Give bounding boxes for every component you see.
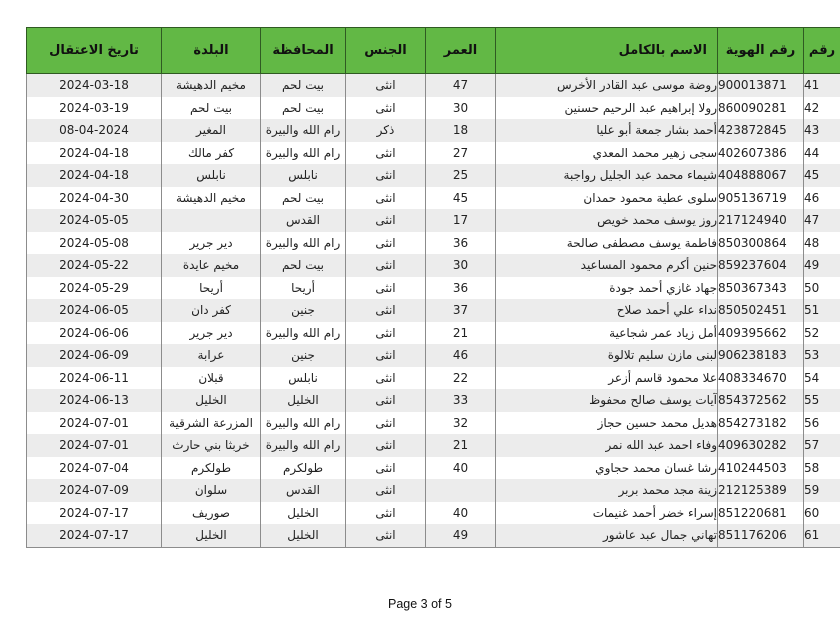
cell-id-number: 410244503 — [718, 457, 804, 480]
cell-arrest-date: 2024-05-05 — [27, 209, 162, 232]
cell-arrest-date: 2024-07-09 — [27, 479, 162, 502]
cell-full-name: وفاء احمد عبد الله نمر — [496, 434, 718, 457]
cell-town: مخيم عايدة — [162, 254, 261, 277]
cell-seq: 43 — [804, 119, 840, 142]
cell-id-number: 404888067 — [718, 164, 804, 187]
cell-id-number: 859237604 — [718, 254, 804, 277]
cell-governorate: رام الله والبيرة — [261, 412, 346, 435]
cell-town: قبلان — [162, 367, 261, 390]
cell-gender: انثى — [346, 322, 426, 345]
cell-gender: انثى — [346, 142, 426, 165]
cell-full-name: نداء علي أحمد صلاح — [496, 299, 718, 322]
cell-governorate: جنين — [261, 299, 346, 322]
cell-age — [426, 479, 496, 502]
cell-gender: انثى — [346, 502, 426, 525]
cell-age: 22 — [426, 367, 496, 390]
cell-full-name: فاطمة يوسف مصطفى صالحة — [496, 232, 718, 255]
table-row — [27, 479, 840, 502]
cell-age: 32 — [426, 412, 496, 435]
table-body — [27, 74, 840, 548]
cell-age: 40 — [426, 502, 496, 525]
cell-age: 18 — [426, 119, 496, 142]
cell-full-name: جهاد غازي أحمد جودة — [496, 277, 718, 300]
cell-age: 17 — [426, 209, 496, 232]
header-age: العمر — [426, 28, 496, 74]
table-row — [27, 277, 840, 300]
cell-governorate: رام الله والبيرة — [261, 119, 346, 142]
cell-seq: 59 — [804, 479, 840, 502]
cell-full-name: تهاني جمال عبد عاشور — [496, 524, 718, 547]
cell-full-name: شيماء محمد عبد الجليل رواجبة — [496, 164, 718, 187]
header-gender: الجنس — [346, 28, 426, 74]
header-arrest-date: تاريخ الاعتقال — [27, 28, 162, 74]
cell-id-number: 851176206 — [718, 524, 804, 547]
cell-arrest-date: 2024-04-18 — [27, 142, 162, 165]
table-row — [27, 97, 840, 120]
cell-seq: 48 — [804, 232, 840, 255]
cell-gender: انثى — [346, 524, 426, 547]
cell-governorate: الخليل — [261, 502, 346, 525]
cell-seq: 56 — [804, 412, 840, 435]
table-row — [27, 412, 840, 435]
cell-seq: 57 — [804, 434, 840, 457]
cell-arrest-date: 2024-06-09 — [27, 344, 162, 367]
cell-governorate: القدس — [261, 209, 346, 232]
cell-seq: 45 — [804, 164, 840, 187]
detainees-table — [26, 27, 840, 548]
cell-governorate: القدس — [261, 479, 346, 502]
table-row — [27, 322, 840, 345]
cell-seq: 53 — [804, 344, 840, 367]
cell-full-name: رشا غسان محمد حجاوي — [496, 457, 718, 480]
cell-town: سلوان — [162, 479, 261, 502]
table-row — [27, 367, 840, 390]
cell-arrest-date: 2024-03-18 — [27, 74, 162, 97]
cell-arrest-date: 2024-06-11 — [27, 367, 162, 390]
cell-governorate: رام الله والبيرة — [261, 232, 346, 255]
cell-id-number: 850300864 — [718, 232, 804, 255]
cell-arrest-date: 2024-04-18 — [27, 164, 162, 187]
table-row — [27, 74, 840, 97]
cell-age: 25 — [426, 164, 496, 187]
cell-id-number: 900013871 — [718, 74, 804, 97]
cell-town: صوريف — [162, 502, 261, 525]
cell-gender: انثى — [346, 389, 426, 412]
cell-id-number: 212125389 — [718, 479, 804, 502]
cell-seq: 49 — [804, 254, 840, 277]
cell-age: 40 — [426, 457, 496, 480]
cell-seq: 41 — [804, 74, 840, 97]
cell-seq: 51 — [804, 299, 840, 322]
cell-governorate: الخليل — [261, 389, 346, 412]
cell-arrest-date: 2024-05-22 — [27, 254, 162, 277]
table-row — [27, 142, 840, 165]
cell-seq: 58 — [804, 457, 840, 480]
cell-full-name: علا محمود قاسم أزعر — [496, 367, 718, 390]
cell-age: 37 — [426, 299, 496, 322]
cell-age: 33 — [426, 389, 496, 412]
cell-id-number: 423872845 — [718, 119, 804, 142]
cell-full-name: هديل محمد حسين حجاز — [496, 412, 718, 435]
cell-age: 36 — [426, 232, 496, 255]
cell-seq: 61 — [804, 524, 840, 547]
header-governorate: المحافظة — [261, 28, 346, 74]
cell-town: دير جرير — [162, 232, 261, 255]
cell-gender: انثى — [346, 254, 426, 277]
table-row — [27, 119, 840, 142]
cell-age: 46 — [426, 344, 496, 367]
cell-town: الخليل — [162, 389, 261, 412]
cell-id-number: 854372562 — [718, 389, 804, 412]
table-row — [27, 524, 840, 547]
cell-seq: 52 — [804, 322, 840, 345]
cell-arrest-date: 2024-06-06 — [27, 322, 162, 345]
table-row — [27, 457, 840, 480]
header-row — [27, 28, 840, 74]
cell-governorate: رام الله والبيرة — [261, 322, 346, 345]
cell-town: بيت لحم — [162, 97, 261, 120]
table-row — [27, 344, 840, 367]
cell-gender: ذكر — [346, 119, 426, 142]
cell-arrest-date: 2024-07-17 — [27, 524, 162, 547]
cell-gender: انثى — [346, 299, 426, 322]
cell-governorate: أريحا — [261, 277, 346, 300]
cell-seq: 55 — [804, 389, 840, 412]
table-row — [27, 254, 840, 277]
cell-governorate: بيت لحم — [261, 254, 346, 277]
cell-town: الخليل — [162, 524, 261, 547]
cell-gender: انثى — [346, 434, 426, 457]
table-row — [27, 434, 840, 457]
cell-governorate: الخليل — [261, 524, 346, 547]
cell-full-name: حنين أكرم محمود المساعيد — [496, 254, 718, 277]
cell-full-name: سلوى عطية محمود حمدان — [496, 187, 718, 210]
cell-gender: انثى — [346, 232, 426, 255]
cell-governorate: بيت لحم — [261, 97, 346, 120]
cell-seq: 47 — [804, 209, 840, 232]
cell-governorate: بيت لحم — [261, 187, 346, 210]
cell-gender: انثى — [346, 412, 426, 435]
cell-full-name: روز يوسف محمد خويص — [496, 209, 718, 232]
cell-town: كفر دان — [162, 299, 261, 322]
table-row — [27, 164, 840, 187]
cell-age: 49 — [426, 524, 496, 547]
cell-arrest-date: 2024-04-30 — [27, 187, 162, 210]
header-seq: رقم — [804, 28, 840, 74]
cell-town: عرابة — [162, 344, 261, 367]
cell-id-number: 217124940 — [718, 209, 804, 232]
cell-seq: 44 — [804, 142, 840, 165]
cell-gender: انثى — [346, 74, 426, 97]
cell-id-number: 409630282 — [718, 434, 804, 457]
cell-town: طولكرم — [162, 457, 261, 480]
cell-age: 30 — [426, 97, 496, 120]
cell-town: نابلس — [162, 164, 261, 187]
cell-arrest-date: 08-04-2024 — [27, 119, 162, 142]
cell-seq: 50 — [804, 277, 840, 300]
cell-id-number: 906238183 — [718, 344, 804, 367]
cell-governorate: رام الله والبيرة — [261, 142, 346, 165]
cell-town: أريحا — [162, 277, 261, 300]
cell-id-number: 402607386 — [718, 142, 804, 165]
table-row — [27, 389, 840, 412]
cell-id-number: 408334670 — [718, 367, 804, 390]
cell-age: 45 — [426, 187, 496, 210]
cell-id-number: 850367343 — [718, 277, 804, 300]
cell-town: مخيم الدهيشة — [162, 187, 261, 210]
cell-town: المزرعة الشرقية — [162, 412, 261, 435]
cell-seq: 46 — [804, 187, 840, 210]
cell-full-name: أمل زياد عمر شجاعية — [496, 322, 718, 345]
cell-id-number: 851220681 — [718, 502, 804, 525]
cell-id-number: 409395662 — [718, 322, 804, 345]
cell-town: المغير — [162, 119, 261, 142]
cell-gender: انثى — [346, 209, 426, 232]
cell-town — [162, 209, 261, 232]
cell-gender: انثى — [346, 277, 426, 300]
cell-arrest-date: 2024-06-13 — [27, 389, 162, 412]
cell-town: مخيم الدهيشة — [162, 74, 261, 97]
table-row — [27, 502, 840, 525]
cell-full-name: آيات يوسف صالح محفوظ — [496, 389, 718, 412]
cell-full-name: لبنى مازن سليم تلالوة — [496, 344, 718, 367]
cell-gender: انثى — [346, 479, 426, 502]
cell-governorate: رام الله والبيرة — [261, 434, 346, 457]
header-town: البلدة — [162, 28, 261, 74]
cell-id-number: 850502451 — [718, 299, 804, 322]
cell-arrest-date: 2024-03-19 — [27, 97, 162, 120]
cell-governorate: بيت لحم — [261, 74, 346, 97]
cell-seq: 60 — [804, 502, 840, 525]
cell-seq: 42 — [804, 97, 840, 120]
cell-age: 36 — [426, 277, 496, 300]
cell-full-name: روضة موسى عبد القادر الأخرس — [496, 74, 718, 97]
table-row — [27, 209, 840, 232]
cell-full-name: سجى زهير محمد المعدي — [496, 142, 718, 165]
cell-governorate: جنين — [261, 344, 346, 367]
table-row — [27, 299, 840, 322]
table-row — [27, 187, 840, 210]
cell-age: 47 — [426, 74, 496, 97]
cell-arrest-date: 2024-07-17 — [27, 502, 162, 525]
cell-id-number: 860090281 — [718, 97, 804, 120]
cell-age: 30 — [426, 254, 496, 277]
cell-arrest-date: 2024-07-01 — [27, 434, 162, 457]
cell-full-name: أحمد بشار جمعة أبو عليا — [496, 119, 718, 142]
cell-full-name: رولا إبراهيم عبد الرحيم حسنين — [496, 97, 718, 120]
cell-arrest-date: 2024-07-01 — [27, 412, 162, 435]
cell-governorate: طولكرم — [261, 457, 346, 480]
cell-gender: انثى — [346, 164, 426, 187]
cell-age: 21 — [426, 322, 496, 345]
cell-gender: انثى — [346, 97, 426, 120]
cell-town: كفر مالك — [162, 142, 261, 165]
cell-governorate: نابلس — [261, 367, 346, 390]
cell-age: 27 — [426, 142, 496, 165]
cell-full-name: زينة مجد محمد بربر — [496, 479, 718, 502]
table-row — [27, 232, 840, 255]
cell-town: خربثا بني حارث — [162, 434, 261, 457]
page-number: Page 3 of 5 — [388, 597, 452, 611]
cell-gender: انثى — [346, 457, 426, 480]
cell-age: 21 — [426, 434, 496, 457]
cell-id-number: 854273182 — [718, 412, 804, 435]
cell-id-number: 905136719 — [718, 187, 804, 210]
cell-town: دير جرير — [162, 322, 261, 345]
cell-gender: انثى — [346, 187, 426, 210]
cell-gender: انثى — [346, 367, 426, 390]
header-full-name: الاسم بالكامل — [496, 28, 718, 74]
cell-full-name: إسراء خضر أحمد غنيمات — [496, 502, 718, 525]
cell-arrest-date: 2024-06-05 — [27, 299, 162, 322]
cell-governorate: نابلس — [261, 164, 346, 187]
cell-arrest-date: 2024-07-04 — [27, 457, 162, 480]
cell-seq: 54 — [804, 367, 840, 390]
header-id-number: رقم الهوية — [718, 28, 804, 74]
cell-arrest-date: 2024-05-08 — [27, 232, 162, 255]
cell-gender: انثى — [346, 344, 426, 367]
cell-arrest-date: 2024-05-29 — [27, 277, 162, 300]
